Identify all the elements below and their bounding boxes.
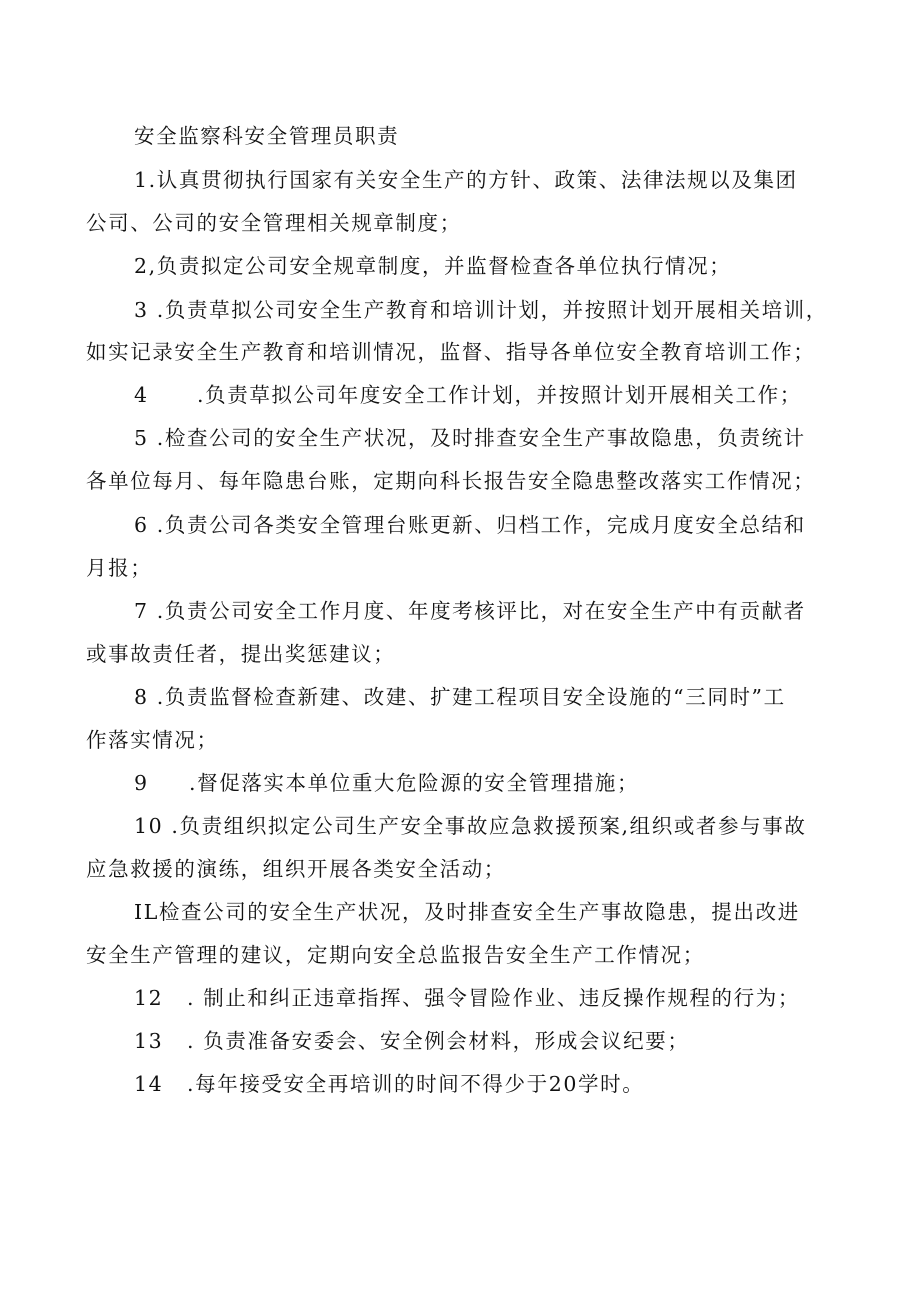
item-14 — [134, 1071, 644, 1097]
item-7-line-1: 7 .负责公司安全工作月度、年度考核评比，对在安全生产中有贡献者 — [134, 599, 806, 623]
item-8-line-2: 作落实情况； — [86, 728, 219, 752]
item-12 — [134, 985, 800, 1011]
item-4 — [134, 382, 802, 408]
item-14-number: 14 — [134, 1072, 164, 1096]
item-11-line-1: IL检查公司的安全生产状况，及时排查安全生产事故隐患，提出改进 — [134, 900, 800, 924]
item-12-text: . 制止和纠正违章指挥、强令冒险作业、违反操作规程的行为； — [187, 986, 800, 1010]
item-10-line-1: 10 .负责组织拟定公司生产安全事故应急救援预案,组织或者参与事故 — [134, 814, 807, 838]
item-8-line-1: 8 .负责监督检查新建、改建、扩建工程项目安全设施的“三同时”工 — [134, 685, 786, 709]
item-2-line-1: 2,负责拟定公司安全规章制度，并监督检查各单位执行情况； — [134, 254, 732, 278]
item-13-text: . 负责准备安委会、安全例会材料，形成会议纪要； — [187, 1029, 690, 1053]
item-4-text: .负责草拟公司年度安全工作计划，并按照计划开展相关工作； — [197, 383, 802, 407]
item-3-line-2: 如实记录安全生产教育和培训情况，监督、指导各单位安全教育培训工作； — [86, 340, 816, 364]
item-5-line-1: 5 .检查公司的安全生产状况，及时排查安全生产事故隐患，负责统计 — [134, 426, 806, 450]
item-1-line-2: 公司、公司的安全管理相关规章制度； — [86, 211, 462, 235]
item-6-line-1: 6 .负责公司各类安全管理台账更新、归档工作，完成月度安全总结和 — [134, 513, 806, 537]
item-9-number: 9 — [134, 771, 149, 795]
item-13-number: 13 — [134, 1029, 164, 1053]
item-9-text: .督促落实本单位重大危险源的安全管理措施； — [189, 771, 640, 795]
item-11-line-2: 安全生产管理的建议，定期向安全总监报告安全生产工作情况； — [86, 943, 705, 967]
item-13 — [134, 1028, 689, 1054]
item-5-line-2: 各单位每月、每年隐患台账，定期向科长报告安全隐患整改落实工作情况； — [86, 469, 816, 493]
item-4-number: 4 — [134, 383, 149, 407]
item-14-text: .每年接受安全再培训的时间不得少于20学时。 — [187, 1072, 645, 1096]
item-1-line-1: 1.认真贯彻执行国家有关安全生产的方针、政策、法律法规以及集团 — [134, 168, 798, 192]
item-12-number: 12 — [134, 986, 164, 1010]
item-9 — [134, 770, 639, 796]
item-7-line-2: 或事故责任者，提出奖惩建议； — [86, 642, 396, 666]
item-3-line-1: 3 .负责草拟公司安全生产教育和培训计划，并按照计划开展相关培训， — [134, 298, 828, 322]
item-10-line-2: 应急救援的演练，组织开展各类安全活动； — [86, 857, 506, 881]
item-6-line-2: 月报； — [86, 556, 153, 580]
document-title: 安全监察科安全管理员职责 — [134, 124, 400, 148]
